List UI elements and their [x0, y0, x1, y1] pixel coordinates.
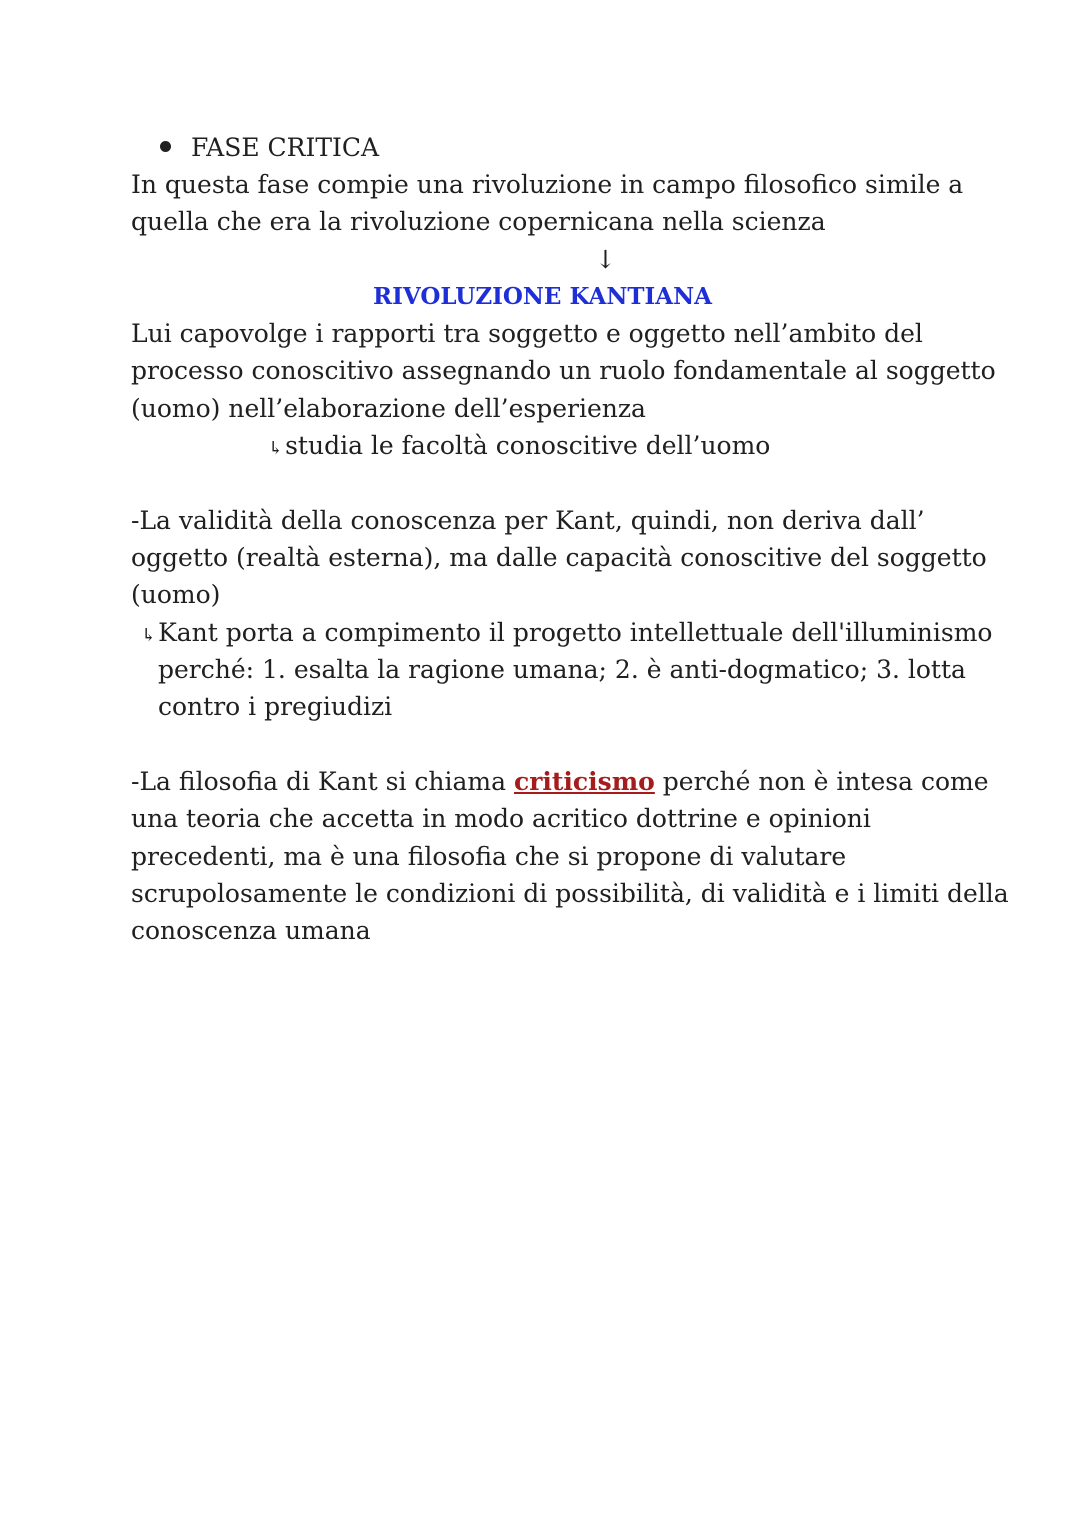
para1-line-1: Lui capovolge i rapporti tra soggetto e oggetto nell’ambito del [131, 319, 923, 348]
bullet-dot-icon [160, 141, 171, 152]
bullet-item [160, 129, 379, 166]
para3-line-3: precedenti, ma è una filosofia che si propone di valutare [131, 842, 847, 871]
para3-line-1 [131, 763, 989, 800]
intro-line-2: quella che era la rivoluzione copernicana nella scienza [131, 207, 826, 236]
para2-sub-text: Kant porta a compimento il progetto intellettuale dell'illuminismo [158, 618, 993, 647]
para3-line-2: una teoria che accetta in modo acritico dottrine e opinioni [131, 804, 871, 833]
para3-prefix: -La filosofia di Kant si chiama [131, 767, 514, 796]
para3-line-4: scrupolosamente le condizioni di possibilità, di validità e i limiti della [131, 879, 1009, 908]
para1-sub-item [268, 427, 770, 467]
down-arrow-icon: ↓ [595, 245, 616, 274]
intro-line-1: In questa fase compie una rivoluzione in campo filosofico simile a [131, 170, 964, 199]
para2-line-3: (uomo) [131, 580, 221, 609]
section-heading: RIVOLUZIONE KANTIANA [373, 283, 712, 310]
para3-line-5: conoscenza umana [131, 916, 371, 945]
para2-line-2: oggetto (realtà esterna), ma dalle capacità conoscitive del soggetto [131, 543, 987, 572]
para1-sub-text: studia le facoltà conoscitive dell’uomo [285, 431, 771, 460]
para1-line-3: (uomo) nell’elaborazione dell’esperienza [131, 394, 646, 423]
para2-line-1: -La validità della conoscenza per Kant, quindi, non deriva dall’ [131, 506, 925, 535]
para1-line-2: processo conoscitivo assegnando un ruolo fondamentale al soggetto [131, 356, 996, 385]
sub-arrow-icon: ↳ [268, 438, 284, 459]
sub-arrow-icon: ↳ [141, 625, 157, 646]
para3-suffix: perché non è intesa come [654, 767, 989, 796]
para2-sub-line-2: perché: 1. esalta la ragione umana; 2. è anti-dogmatico; 3. lotta [158, 655, 966, 684]
para2-sub-line-3: contro i pregiudizi [158, 692, 393, 721]
para2-sub-item [141, 614, 992, 654]
keyword-criticismo: criticismo [513, 767, 655, 796]
bullet-title: FASE CRITICA [191, 133, 380, 162]
